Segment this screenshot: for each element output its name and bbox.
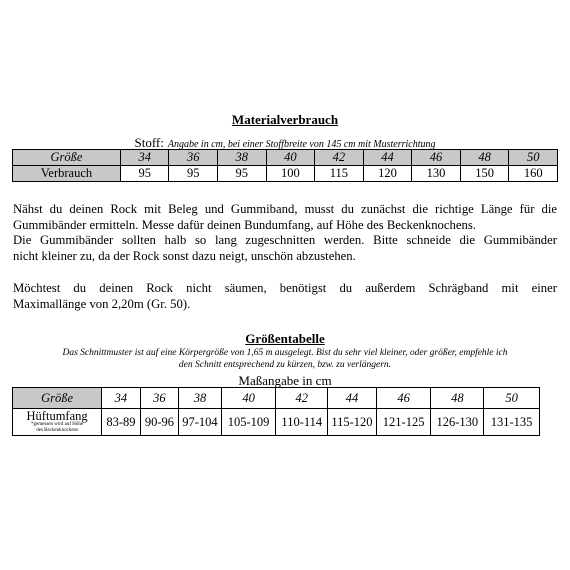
hip-cell: 110-114 — [276, 409, 328, 436]
usage-cell: 120 — [363, 166, 412, 182]
material-table — [12, 149, 558, 182]
size-cell: 42 — [315, 150, 364, 166]
sizing-table — [12, 387, 540, 436]
sizing-note-line: Das Schnittmuster ist auf eine Körpergröße von 1,65 m ausgelegt. Bist du sehr viel kleiner, oder größer, empfehle ich — [62, 348, 508, 358]
paragraph-binding — [13, 281, 557, 312]
paragraph-line: Maximallänge von 2,20m (Gr. 50). — [13, 296, 191, 311]
hip-label: Hüftumfang — [26, 408, 88, 423]
hip-cell: 105-109 — [221, 409, 276, 436]
size-cell: 44 — [363, 150, 412, 166]
hip-cell: 83-89 — [102, 409, 141, 436]
size-cell: 34 — [102, 388, 141, 409]
size-cell: 44 — [328, 388, 377, 409]
paragraph-line: nicht kleiner zu, da der Rock sonst dazu neigt, unschön abzustehen. — [13, 248, 356, 263]
size-cell: 50 — [509, 150, 558, 166]
paragraph-elastic — [13, 202, 557, 264]
size-cell: 40 — [266, 150, 315, 166]
size-cell: 50 — [484, 388, 540, 409]
sizing-note-line: den Schnitt entsprechend zu kürzen, bzw. zu verlängern. — [178, 360, 392, 370]
usage-cell: 115 — [315, 166, 364, 182]
paragraph-line: Die Gummibänder sollten halb so lang zugeschnitten werden. Bitte schneide die Gummibänder — [13, 233, 557, 247]
size-cell: 40 — [221, 388, 276, 409]
size-header: Größe — [13, 150, 121, 166]
usage-cell: 95 — [120, 166, 169, 182]
size-cell: 36 — [169, 150, 218, 166]
usage-cell: 160 — [509, 166, 558, 182]
usage-cell: 150 — [460, 166, 509, 182]
sizing-title: Größentabelle — [245, 331, 325, 346]
usage-header: Verbrauch — [13, 166, 121, 182]
hip-note-line: des Beckenknochens — [36, 428, 78, 434]
usage-cell: 130 — [412, 166, 461, 182]
fabric-note: Angabe in cm, bei einer Stoffbreite von 145 cm mit Musterrichtung — [167, 139, 436, 150]
size-cell: 34 — [120, 150, 169, 166]
size-header: Größe — [13, 388, 102, 409]
hip-header — [13, 409, 102, 436]
size-cell: 42 — [276, 388, 328, 409]
paragraph-line: Möchtest du deinen Rock nicht säumen, benötigst du außerdem Schrägband mit einer — [13, 281, 557, 295]
hip-cell: 131-135 — [484, 409, 540, 436]
hip-cell: 121-125 — [376, 409, 431, 436]
unit-label: Maßangabe in cm — [238, 373, 332, 388]
hip-cell: 115-120 — [328, 409, 377, 436]
usage-cell: 100 — [266, 166, 315, 182]
paragraph-line: Nähst du deinen Rock mit Beleg und Gummiband, musst du zunächst die richtige Länge für die — [13, 202, 557, 216]
hip-cell: 90-96 — [140, 409, 179, 436]
hip-cell: 126-130 — [431, 409, 484, 436]
size-cell: 36 — [140, 388, 179, 409]
size-cell: 46 — [412, 150, 461, 166]
material-size-row — [13, 150, 558, 166]
hip-cell: 97-104 — [179, 409, 222, 436]
material-usage-row — [13, 166, 558, 182]
size-cell: 48 — [431, 388, 484, 409]
size-cell: 38 — [179, 388, 222, 409]
size-cell: 48 — [460, 150, 509, 166]
material-title: Materialverbrauch — [231, 112, 339, 127]
usage-cell: 95 — [218, 166, 267, 182]
paragraph-line: Gummibänder ermitteln. Messe dafür deinen Bundumfang, auf Höhe des Beckenknochens. — [13, 217, 476, 232]
sizing-size-row — [13, 388, 540, 409]
usage-cell: 95 — [169, 166, 218, 182]
fabric-label: Stoff: — [134, 135, 164, 150]
sizing-hip-row — [13, 409, 540, 436]
hip-note-line: *gemessen wird auf Höhe — [31, 422, 84, 428]
sizing-note — [0, 347, 570, 371]
size-cell: 38 — [218, 150, 267, 166]
size-cell: 46 — [376, 388, 431, 409]
